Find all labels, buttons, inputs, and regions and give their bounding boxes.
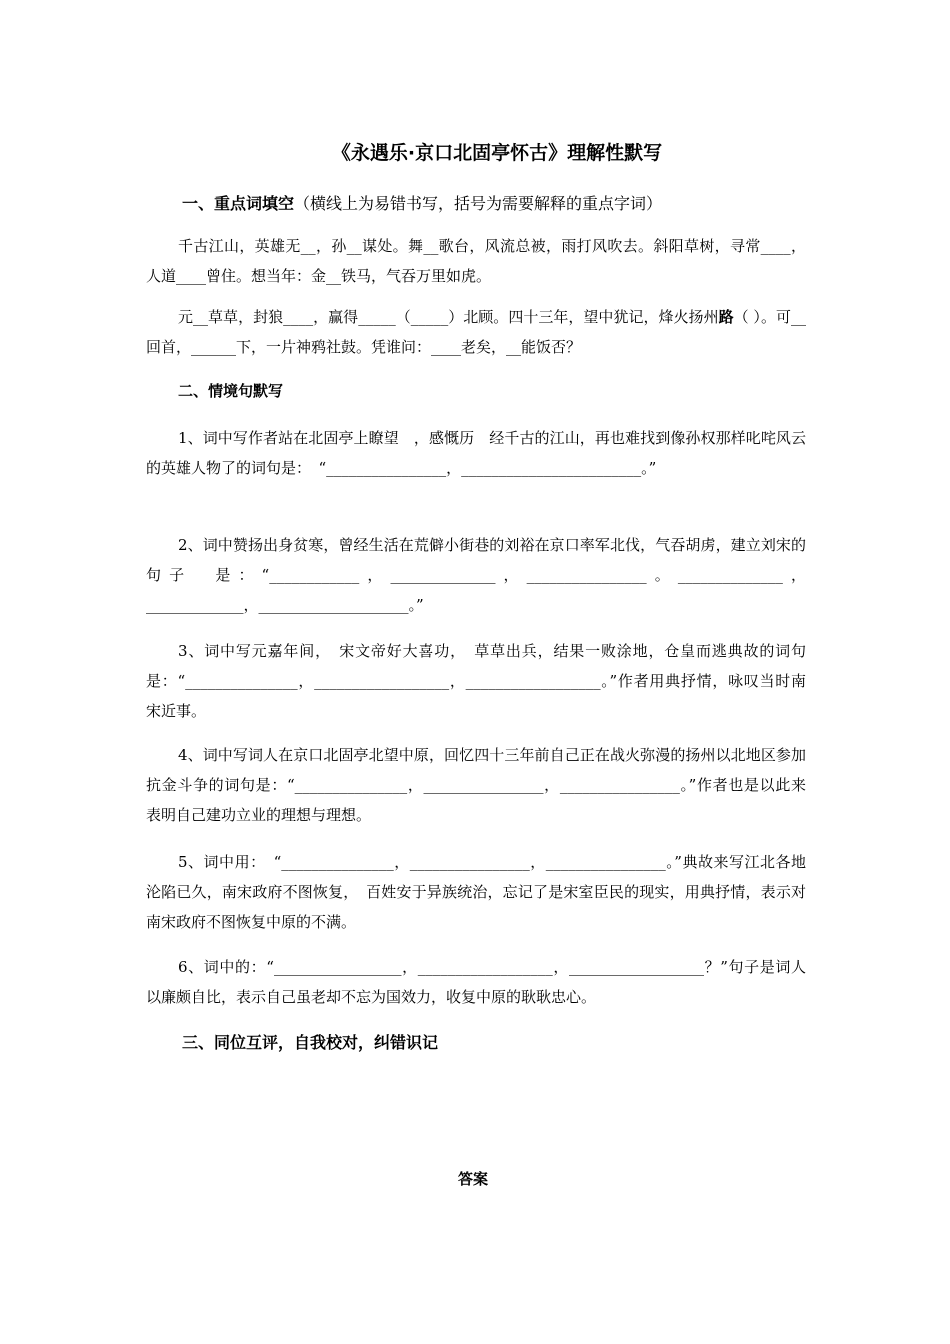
section1-heading-text: 一、重点词填空 xyxy=(182,194,295,213)
answer-heading: 答案 xyxy=(458,1170,489,1188)
section1-heading xyxy=(182,191,662,214)
section1-paragraph-1: 千古江山，英雄无__，孙__谋处。舞__歌台，风流总被，雨打风吹去。斜阳草树，寻常____，人道____曾住。想当年：金__铁马，气吞万里如虎。 xyxy=(146,237,806,285)
question-3: 3、词中写元嘉年间， 宋文帝好大喜功， 草草出兵，结果一败涂地，仓皇而逃典故的词句是：“_______________，__________________，__________________。”作者用典抒情，咏叹当时南宋近事。 xyxy=(146,642,806,720)
section3-heading: 三、同位互评，自我校对，纠错识记 xyxy=(182,1033,439,1052)
question-4: 4、词中写词人在京口北固亭北望中原，回忆四十三年前自己正在战火弥漫的扬州以北地区参加抗金斗争的词句是：“_______________，________________，________________。”作者也是以此来表明自己建功立业的理想与理想。 xyxy=(146,746,806,824)
question-1: 1、词中写作者站在北固亭上瞭望 ，感慨历 经千古的江山，再也难找到像孙权那样叱咤风云的英雄人物了的词句是： “________________，________________________。” xyxy=(146,429,806,477)
section1-paragraph-2 xyxy=(146,302,806,362)
document-title: 《永遇乐·京口北固亭怀古》理解性默写 xyxy=(331,142,663,164)
question-5: 5、词中用： “_______________，________________，________________。”典故来写江北各地沦陷已久，南宋政府不图恢复， 百姓安于异族统治，忘记了是宋室臣民的现实，用典抒情，表示对南宋政府不图恢复中原的不满。 xyxy=(146,853,806,931)
section1-note: （横线上为易错书写，括号为需要解释的重点字词） xyxy=(294,194,663,213)
section1-paragraph-2-part-a: 元__草草，封狼____，赢得_____（_____）北顾。四十三年，望中犹记，烽火扬州 xyxy=(178,308,719,326)
section1-paragraph-2-part-b: （ ）。可__回首，______下，一片神鸦社鼓。凭谁问：____老矣，__能饭否？ xyxy=(146,308,806,356)
question-6: 6、词中的：“_________________，__________________，__________________？”句子是词人以廉颇自比，表示自己虽老却不忘为国效力，收复中原的耿耿忠心。 xyxy=(146,958,806,1006)
section2-heading: 二、情境句默写 xyxy=(178,382,284,400)
question-2: 2、词中赞扬出身贫寒，曾经生活在荒僻小街巷的刘裕在京口率军北伐，气吞胡虏，建立刘宋的句子 是：“____________，______________，________________。______________，_____________，____________________。” xyxy=(146,536,806,614)
section1-paragraph-2-bold: 路 xyxy=(718,308,734,326)
